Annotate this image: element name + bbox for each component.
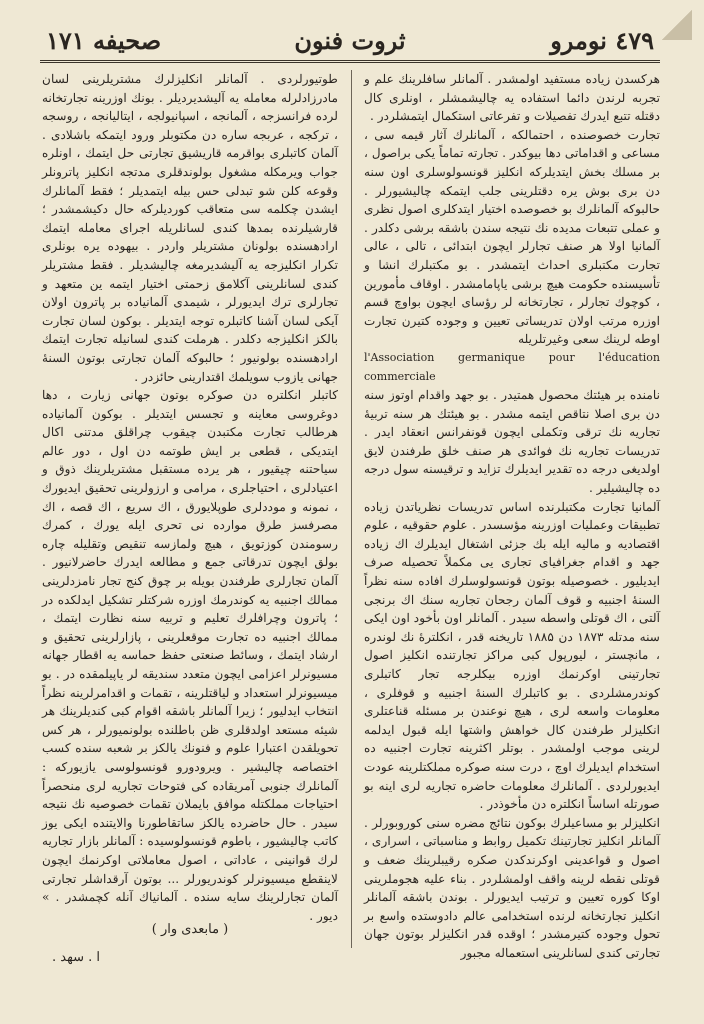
right-column: [364, 70, 660, 960]
paragraph: هرکسدن زیاده مستفید اولمشدر . آلمانلر سافلرینك علم و تجربه لرندن دائما استفاده یه چالیشمشلر ، اونلری كال دقتله تتبع ایدرك تفصیلات و تفرعاتی استکمال ایتمشلردر .: [364, 72, 660, 124]
paragraph: نامنده بر هیئتك محصول همتیدر . بو جهد واقدام اوتوز سنه دن بری اصلا نتاقص ایتمه مشدر . بو هیئتك هر سنه تربیهٔ تجاریه نك ترقی وتکملی ایچون قونفرانس انعقاد ایدر . تدریسات تجاریه نك فوائدی هر صنف خلق طرفندن لایق اولدیغی درجه ده تقدیر ایدیلرك تزاید و ترقیسنه سول درجه ده چالیشیلیر .: [364, 388, 660, 496]
continued-note: ( مابعدی وار ): [151, 922, 229, 937]
paragraph: آلمانیا تجارت مکتبلرنده اساس تدریسات نظریاتدن زیاده تطبیقات وعملیات اوزرینه مؤسسدر . علوم حقوقیه ، علوم اقتصادیه و مالیه ایله بك جزئی اشتغال ایدیلرك اك زیاده جهد و اقدام جغرافیای تجاری یی مکملاً تحصیله صرف ایدیلیور . خصوصیله بوتون قونسولوسلرك افاده سنه نظراً السنهٔ اجنبیه و قوف آلمان رجحان تجاریه سنك اك برنجی آلتی ، اك قوتلی واسطه سیدر . آلمانلر اون بأخود اون ایکی سنه مدتله ۱۸۷۳ دن ۱۸۸۵ تاریخنه قدر ، انکلترهٔ نك لوندره ، مانچستر ، لیورپول کبی مراکز تجارتنده انکلیز اصول تجارتینی اوکرنمك اوزره بیکلرجه تجار کاتبلری کوندرمشلردی . بو کاتبلرك السنهٔ اجنبیه و قوفلری ، معلومات واسعه لری ، هیچ نوعندن بر مسئله قناعتلری انکلیزلر طرفندن کال خواهش واشتها ایله قبول ایدلمه لرینی موجب اولمشدر . بوتلر اکثرینه تجارت اجنبیه ده استخدام ایدیلرك اوچ ، درت سنه صوکره مملکتلرینه عودت ایدیورلردی . آلمانلرك معلومات حاضره تجاریه لری اینه بو صورتله اساساً انکلتره دن مأخوذدر .: [364, 499, 660, 812]
left-column: [42, 70, 338, 923]
author-signature: ا . سهد .: [52, 950, 100, 965]
french-phrase: l'Association germanique pour l'éducation commerciale: [364, 350, 660, 383]
journal-title: ثروت فنون: [294, 26, 406, 55]
column-divider: [351, 70, 352, 948]
page-number: صحیفه ۱۷۱: [46, 26, 162, 55]
page-header: [40, 22, 660, 63]
issue-number: ٤٧٩ نومرو: [550, 26, 654, 55]
paragraph: طوتیورلردی . آلمانلر انکلیزلرك مشتریلرینی لسان مادرزادلرله معامله یه آلیشدیردیلر . بونك اوزرینه تجارتخانه لرده فرانسزجه ، آلمانجه ، اسپانیولجه ، ایتالیانجه ، روسجه ، ترکجه ، عربجه ساره دن مکتوبلر ورود ایتمکه باشلادی . آلمان کاتبلری بواقرمه قاریشیق تجارتی حل ایتمك ، اونلره جواب ویرمکله مشغول بولوندقلری مدتجه انکلیز پاترونلر وقوعه کلن شو تبدلی حس بیله ایتمدیلر ؛ فقط آلمانلرك ایشدن چکلمه سی متعاقب کوردیلرکه حال دکیشمشدر ؛ قارشیلرنده بمدها کندی لسانلریله اجرای معامله ایتمك ارادهسنده بولونان مشتریلر واردر . بیهوده یره بونلری تکرار انکلیزجه یه آلیشدیرمغه چالیشدیلر . فقط مشتریلر کندی لسانلرینی آکلامق زحمتی اختیار ایتمه ین متعهد و تجارلری ترك ایدیورلر ، شیمدی آلمانیاده بر پاترون اولان آیکی لسان آشنا کاتبلره توجه ایتدیلر . بوکون لسان تجارت بالکز انکلیزجه دکلدر . هرملت کندی لسانیله تجارت ایتمك ارادهسنده بولونیور ؛ حالبوکه آلمان تجارتی بوتون السنهٔ جهانی یازوب سویلمك اقتدارینی حائزدر .: [42, 72, 338, 384]
paragraph: تجارت خصوصنده ، احتمالکه ، آلمانلرك آثار قیمه سی ، مساعی و اقداماتی دها بیوکدر . تجارته تماماً یکی براصول ، بر مسلك بخش ایتدیلرکه انکلیز قونسولوسلری اون سنه دن بری بوش یره دقتلرینی جلب ایتمکه چالیشیورلر . حالبوکه آلمانلرك بو خصوصده اختیار ایتدکلری اصول نظری و عملی تتبعات مدیده نك نتیجه سندن باشقه برشی دکلدر . آلمانیا اولا هر صنف تجارلر ایچون ابتدائی ، تالی ، عالی تجارت مکتبلری احداث ایتمشدر . بو مکتبلرك انشا و تأسیسنده حکومت هیچ برشی یاپامامشدر . اوقاف مأمورین ، کوچوك تجارلر ، تجارتخانه لر رؤسای ایچون بواوچ قسم اوزره مرتب اولان تدریساتی تعیین و وجوده کتیرن تجارت اوطه لرینك سعی وغیرتلریله: [364, 127, 660, 347]
paragraph: انکلیزلر بو مساعیلرك بوکون نتائج مضره سنی کوروبورلر . آلمانلر انکلیز تجارتینك تکمیل روابط و مناسباتی ، اسراری ، اصول و قواعدینی اوکرندکدن صکره رقیبلرینك ضعف و قوتلی نقطه لرینه واقف اولمشلردر . بناء علیه هجوملرینی اوکا کوره تعیین و ترتیب ایدیورلر . بوندن باشقه آلمانلر انکلیز تجارتخانه لرنده استخدامی عالم دادوستده واسع بر تحول وجوده کتیرمشدر ؛ اوقده قدر انکلیزلر بوتون جهان تجارتی کندی لسانلرینی استعماله مجبور: [364, 815, 660, 960]
page-corner: [662, 10, 692, 40]
paragraph: کاتبلر انکلتره دن صوکره بوتون جهانی زیارت ، دها دوغروسی معاینه و تجسس ایتدیلر . بوکون آلمانیاده هرطالب تجارت مکتبدن چیقوب چراقلق مدتنی اکال ایتدیکی ، قطعی بر ایش طوتمه دن اول ، دور عالم سیاحتنه چیقیور ، هر یرده مستقبل مشتریلرینك ذوق و اعتیادلری ، احتیاجلری ، مرامی و ارزولرینی تحقیق ایدیورك ، نمونه و موددلری طوپلایورق ، اك سریع ، اك قصه ، اك مصرفسز طرق موارده نی تحری ایله یورك ، کمرك رسومندن کوزتویق ، هیچ ولمازسه تنقیص وتقلیله چاره بولق ایچون تدرقاتی جمع و مطالعه ایدرك حاضرلانیور . آلمان تجارلری طرفندن بویله بر چوق کنج تجار نامزدلرینی ممالك اجنبیه یه کوندرمك اوزره شرکتلر تشکیل ایدلکده در ؛ پاترون وچرافلرك تعلیم و تربیه سنه نظارت ایتمك ، ممالك اجنبیه ده تجارت موقعلرینی ، پازارلرینی تحقیق و ارشاد ایتمك ، وسائط صنعتی حفظ حماسه یه اقطار جهانه مسیونرلر اعزامی ایچون متعدد سندیقه لر یاپیلمقده در . بو میسیونرلر استعداد و لیاقتلرینه ، تقمات و اقدامرلرینه نظراً انتخاب ایدلیور ؛ زیرا آلمانلر باشقه اقوام کبی کندیلرینك هر شیئه مستعد اولدقلری ظن باطلنده بولونمیورلر ، هر کس تحویلقدن اعتبارا علوم و فنونك یالکز بر شعبه سنده کسب اختصاصه چالیشیر . ویرودورو قونسولوسی یازیورکه : آلمانلرك جنوبی آمریقاده کی فتوحات تجاریه لری منحصراً احتیاجات مملکتله موافق بایملان تقمات خصوصیه نك نتیجه سیدر . حال حاضرده یالکز ساتقاطورنا والایتنده ایکی یوز کاتب چالیشیور ، باطوم قونسولوسیده : آلمانلر بازار تجاریه لرك قوانینی ، عاداتی ، اصول معاملاتی اوکرنمك ایچون لاینقطع میسیونرلر کوندریورلر ... بوتون آرقداشلر تجارتی آلمان تجارلرینك سایه سنده . آلمانیاك آنله کچمشدر . » دیور .: [42, 388, 338, 923]
